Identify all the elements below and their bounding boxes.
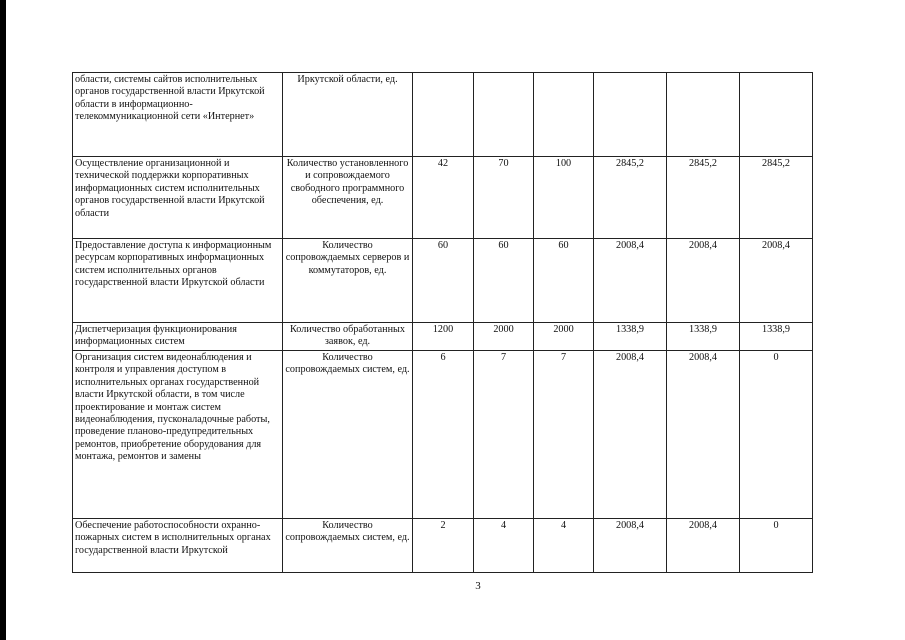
service-name-cell: Организация систем видеонаблюдения и контроля и управления доступом в исполнительных органах государственной власти Иркутской области, в том числе проектирование и монтаж систем видеонаблюдения, пусконаладочные работы, проведение планово-предупредительных ремонтов, приобретение оборудования для монтажа, ремонтов и замены [73, 351, 283, 519]
value-cell: 70 [474, 157, 534, 239]
service-name-cell: Обеспечение работоспособности охранно-пожарных систем в исполнительных органах государственной власти Иркутской [73, 519, 283, 573]
value-cell: 2845,2 [667, 157, 740, 239]
service-name-cell: области, системы сайтов исполнительных органов государственной власти Иркутской области в информационно-телекоммуникационной сети «Интернет» [73, 73, 283, 157]
value-cell: 6 [413, 351, 474, 519]
value-cell: 4 [534, 519, 594, 573]
value-cell [534, 73, 594, 157]
service-name-cell: Осуществление организационной и технической поддержки корпоративных информационных систем исполнительных органов государственной власти Иркутской области [73, 157, 283, 239]
value-cell: 1338,9 [667, 323, 740, 351]
value-cell: 0 [740, 351, 813, 519]
value-cell: 2000 [534, 323, 594, 351]
value-cell: 4 [474, 519, 534, 573]
value-cell: 2008,4 [594, 519, 667, 573]
value-cell: 1200 [413, 323, 474, 351]
value-cell: 7 [474, 351, 534, 519]
value-cell: 2000 [474, 323, 534, 351]
value-cell: 7 [534, 351, 594, 519]
value-cell: 100 [534, 157, 594, 239]
value-cell: 2008,4 [667, 351, 740, 519]
value-cell [413, 73, 474, 157]
page-number: 3 [475, 580, 481, 592]
value-cell [594, 73, 667, 157]
services-table [72, 72, 813, 573]
value-cell: 2 [413, 519, 474, 573]
service-name-cell: Предоставление доступа к информационным ресурсам корпоративных информационных систем исполнительных органов государственной власти Иркутской области [73, 239, 283, 323]
indicator-cell: Количество установленного и сопровождаемого свободного программного обеспечения, ед. [283, 157, 413, 239]
value-cell: 60 [534, 239, 594, 323]
indicator-cell: Количество обработанных заявок, ед. [283, 323, 413, 351]
indicator-cell: Количество сопровождаемых серверов и коммутаторов, ед. [283, 239, 413, 323]
value-cell: 60 [413, 239, 474, 323]
value-cell: 2008,4 [594, 239, 667, 323]
indicator-cell: Иркутской области, ед. [283, 73, 413, 157]
indicator-cell: Количество сопровождаемых систем, ед. [283, 351, 413, 519]
value-cell: 2008,4 [667, 519, 740, 573]
value-cell: 42 [413, 157, 474, 239]
value-cell [740, 73, 813, 157]
value-cell [667, 73, 740, 157]
table-row [73, 351, 813, 519]
table-row [73, 323, 813, 351]
value-cell: 60 [474, 239, 534, 323]
indicator-cell: Количество сопровождаемых систем, ед. [283, 519, 413, 573]
table-row [73, 239, 813, 323]
table-row [73, 73, 813, 157]
table-row [73, 519, 813, 573]
value-cell: 0 [740, 519, 813, 573]
service-name-cell: Диспетчеризация функционирования информационных систем [73, 323, 283, 351]
value-cell [474, 73, 534, 157]
scan-edge [0, 0, 6, 640]
value-cell: 2008,4 [594, 351, 667, 519]
table-row [73, 157, 813, 239]
value-cell: 1338,9 [740, 323, 813, 351]
value-cell: 2008,4 [667, 239, 740, 323]
value-cell: 2845,2 [594, 157, 667, 239]
value-cell: 2008,4 [740, 239, 813, 323]
value-cell: 1338,9 [594, 323, 667, 351]
value-cell: 2845,2 [740, 157, 813, 239]
